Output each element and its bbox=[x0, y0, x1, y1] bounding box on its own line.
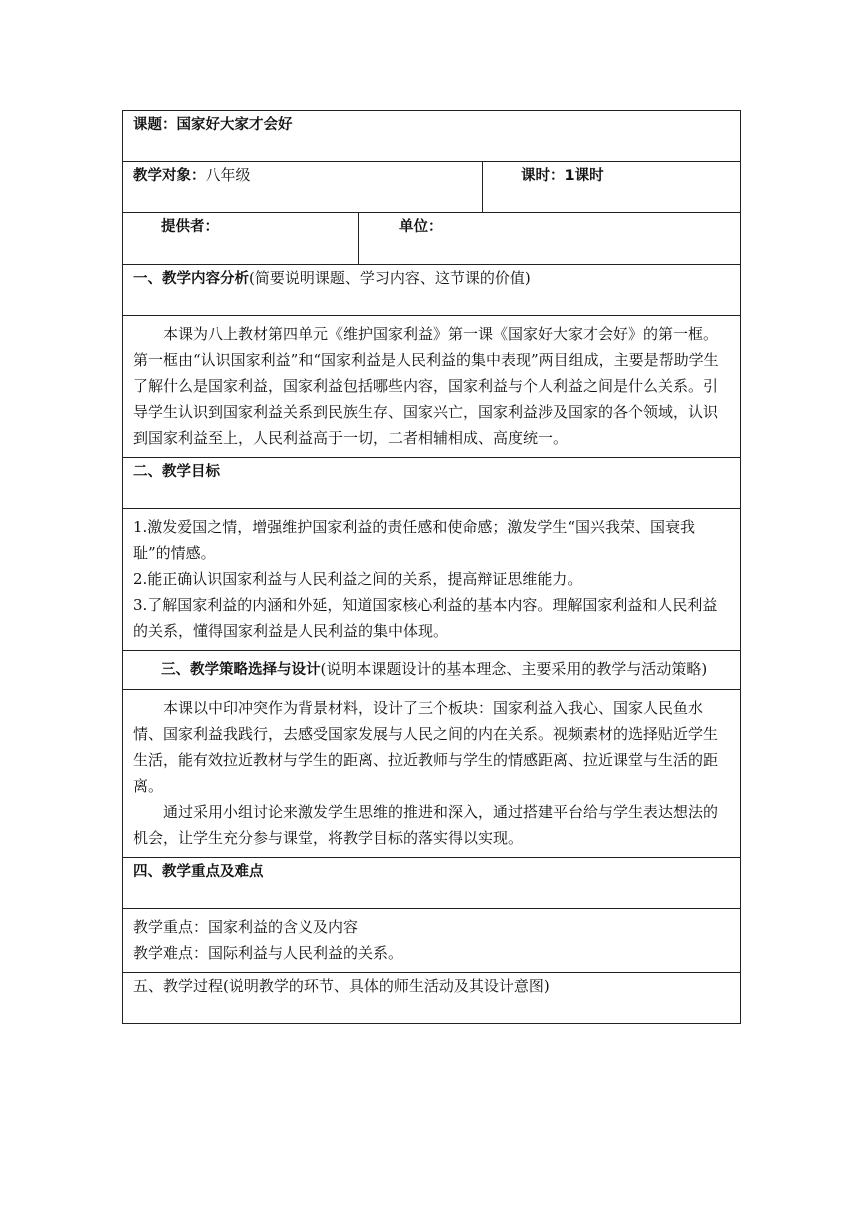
lesson-plan-table bbox=[122, 110, 741, 1024]
section3-para-2: 通过采用小组讨论来激发学生思维的推进和深入，通过搭建平台给与学生表达想法的机会，让学生充分参与课堂，将教学目标的落实得以实现。 bbox=[133, 803, 719, 847]
provider-label: 提供者： bbox=[161, 219, 219, 235]
section3-heading-line bbox=[133, 656, 730, 683]
objective-item-2: 2.能正确认识国家利益与人民利益之间的关系，提高辩证思维能力。 bbox=[133, 570, 583, 588]
section2-body-row bbox=[123, 509, 741, 651]
object-label: 教学对象： bbox=[133, 168, 206, 184]
hours-value: 1课时 bbox=[564, 168, 604, 184]
section5-text: 五、教学过程(说明教学的环节、具体的师生活动及其设计意图) bbox=[133, 977, 550, 995]
section3-body-row bbox=[123, 690, 741, 858]
section1-body-row bbox=[123, 316, 741, 458]
section2-heading-cell bbox=[123, 458, 741, 509]
provider-cell bbox=[123, 213, 359, 265]
provider-row bbox=[123, 213, 741, 265]
section4-body-cell bbox=[123, 909, 741, 973]
section1-body: 本课为八上教材第四单元《维护国家利益》第一课《国家好大家才会好》的第一框。第一框由“认识国家利益”和“国家利益是人民利益的集中表现”两目组成，主要是帮助学生了解什么是国家利益，国家利益包括哪些内容，国家利益与个人利益之间是什么关系。引导学生认识到国家利益关系到民族生存、国家兴亡，国家利益涉及国家的各个领域，认识到国家利益至上，人民利益高于一切，二者相辅相成、高度统一。 bbox=[133, 325, 719, 447]
objective-item-3: 3.了解国家利益的内涵和外延，知道国家核心利益的基本内容。理解国家利益和人民利益的关系，懂得国家利益是人民利益的集中体现。 bbox=[133, 596, 718, 640]
lesson-plan-sheet bbox=[122, 110, 740, 1024]
section3-heading-cell bbox=[123, 651, 741, 690]
object-row bbox=[123, 162, 741, 213]
title-cell bbox=[123, 111, 741, 162]
section1-heading-row bbox=[123, 265, 741, 316]
difficulty-line: 教学难点：国际利益与人民利益的关系。 bbox=[133, 944, 404, 962]
unit-label: 单位： bbox=[399, 219, 443, 235]
hours-cell bbox=[483, 162, 741, 213]
section3-para-1: 本课以中印冲突作为背景材料，设计了三个板块：国家利益入我心、国家人民鱼水情、国家利益我践行，去感受国家发展与人民之间的内在关系。视频素材的选择贴近学生生活，能有效拉近教材与学生的距离、拉近教师与学生的情感距离、拉近课堂与生活的距离。 bbox=[133, 699, 719, 795]
title-label: 课题： bbox=[133, 117, 177, 133]
section4-heading-row bbox=[123, 858, 741, 909]
section1-body-cell bbox=[123, 316, 741, 458]
key-point-line: 教学重点：国家利益的含义及内容 bbox=[133, 918, 359, 936]
object-value: 八年级 bbox=[205, 166, 251, 184]
section3-body-cell bbox=[123, 690, 741, 858]
title-value: 国家好大家才会好 bbox=[176, 117, 293, 133]
section2-heading: 二、教学目标 bbox=[133, 464, 220, 480]
section1-heading: 一、教学内容分析 bbox=[133, 271, 249, 287]
objective-item-1: 1.激发爱国之情，增强维护国家利益的责任感和使命感；激发学生“国兴我荣、国衰我耻”的情感。 bbox=[133, 518, 695, 562]
title-row bbox=[123, 111, 741, 162]
section4-heading: 四、教学重点及难点 bbox=[133, 864, 264, 880]
unit-cell bbox=[359, 213, 741, 265]
section2-body-cell bbox=[123, 509, 741, 651]
section3-heading-row bbox=[123, 651, 741, 690]
section4-heading-cell bbox=[123, 858, 741, 909]
hours-label: 课时： bbox=[521, 168, 565, 184]
object-cell bbox=[123, 162, 483, 213]
section1-heading-cell bbox=[123, 265, 741, 316]
section3-note: (说明本课题设计的基本理念、主要采用的教学与活动策略) bbox=[320, 660, 708, 678]
section2-heading-row bbox=[123, 458, 741, 509]
section5-row bbox=[123, 973, 741, 1024]
section3-heading: 三、教学策略选择与设计 bbox=[161, 662, 321, 678]
section1-note: (简要说明课题、学习内容、这节课的价值) bbox=[249, 269, 531, 287]
section4-body-row bbox=[123, 909, 741, 973]
section5-cell bbox=[123, 973, 741, 1024]
